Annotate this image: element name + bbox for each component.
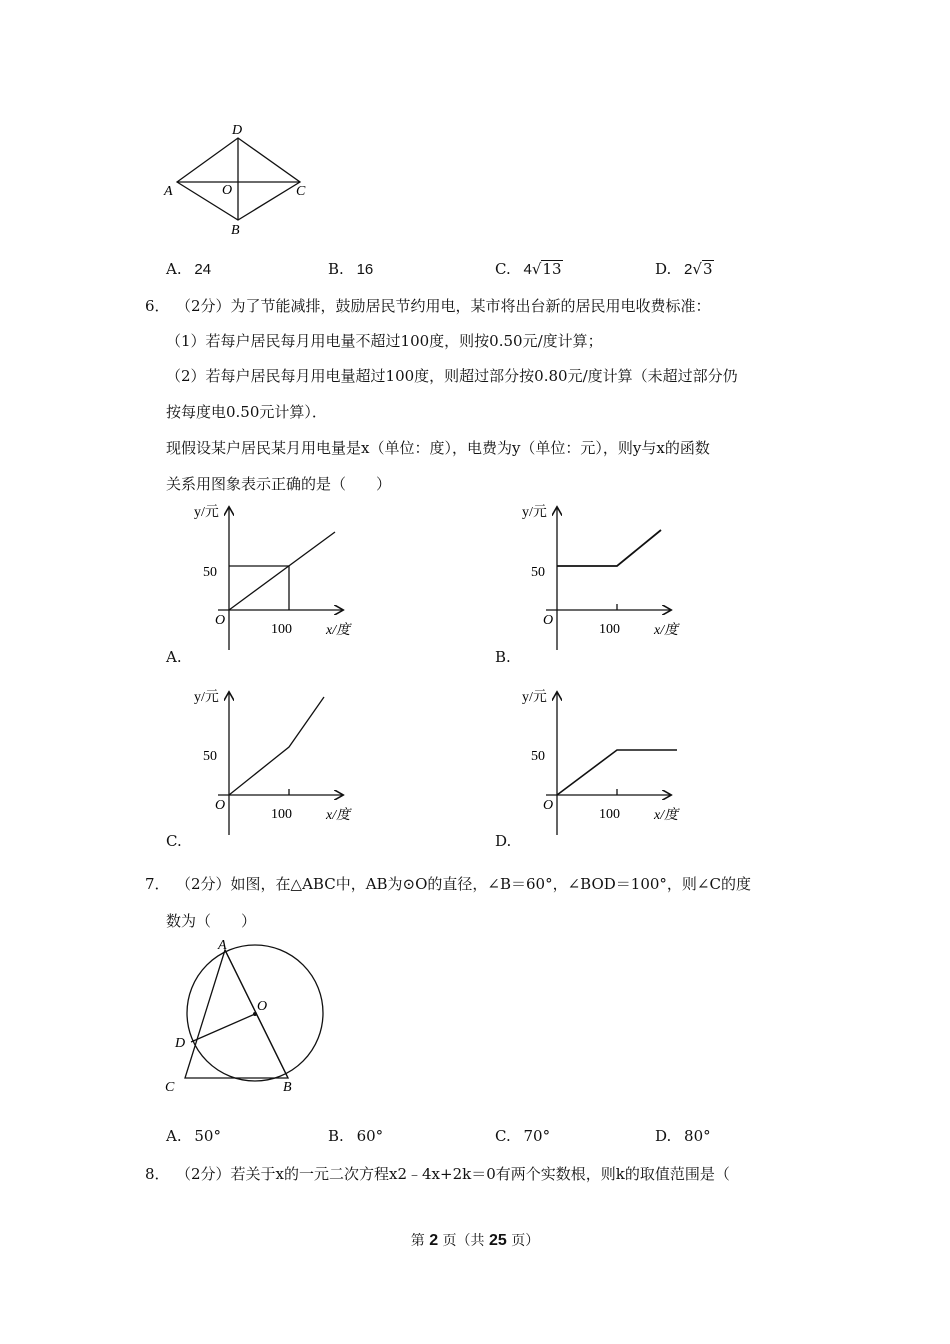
x-axis-label: x/度 bbox=[326, 808, 351, 823]
q5-option-a bbox=[166, 260, 211, 278]
q7-option-c-text: 70° bbox=[523, 1127, 551, 1145]
q6-line-1: （2分）为了节能减排，鼓励居民节约用电，某市将出台新的居民用电收费标准： bbox=[176, 297, 711, 315]
y-axis-label: y/元 bbox=[522, 505, 547, 520]
q8-line-1: （2分）若关于x的一元二次方程x2﹣4x+2k＝0有两个实数根，则k的取值范围是（ bbox=[176, 1165, 730, 1183]
q6-option-a: A. bbox=[166, 648, 182, 666]
figure-label-o: O bbox=[222, 183, 233, 198]
origin-label: O bbox=[215, 798, 226, 813]
q5-option-c-radicand: 13 bbox=[542, 260, 562, 278]
y-axis-label: y/元 bbox=[522, 690, 547, 705]
q7-option-a bbox=[166, 1127, 221, 1145]
footer-post: 页） bbox=[511, 1233, 540, 1249]
q5-option-d-radicand: 3 bbox=[702, 260, 713, 278]
q7-option-c bbox=[495, 1127, 550, 1145]
graph-line bbox=[557, 750, 677, 795]
q7-option-c-letter: C. bbox=[495, 1127, 511, 1145]
sqrt-symbol: √ bbox=[531, 260, 542, 278]
y-tick-label: 50 bbox=[203, 749, 217, 764]
figure-label-b: B bbox=[231, 223, 240, 238]
y-tick-label: 50 bbox=[203, 565, 217, 580]
y-tick-label: 50 bbox=[531, 565, 545, 580]
q6-line-3: （2）若每户居民每月用电量超过100度，则超过部分按0.80元/度计算（未超过部分仍 bbox=[166, 367, 738, 385]
figure-label-a: A bbox=[164, 184, 173, 199]
figure-label-a: A bbox=[218, 938, 227, 953]
q8-number: 8． bbox=[145, 1165, 170, 1183]
q6-number: 6． bbox=[145, 297, 170, 315]
q6-option-d: D. bbox=[495, 832, 512, 850]
q6-line-2: （1）若每户居民每月用电量不超过100度，则按0.50元/度计算； bbox=[166, 332, 603, 350]
q7-option-a-text: 50° bbox=[194, 1127, 221, 1145]
page-footer bbox=[0, 1230, 950, 1250]
q6-line-4: 按每度电0.50元计算）． bbox=[166, 403, 327, 421]
footer-mid: 页（共 bbox=[442, 1233, 485, 1249]
q7-option-d bbox=[655, 1127, 711, 1145]
q5-option-d-coef: 2 bbox=[684, 261, 693, 278]
figure-label-c: C bbox=[296, 184, 306, 199]
q5-option-b-letter: B. bbox=[328, 260, 344, 278]
q6-option-c: C. bbox=[166, 832, 182, 850]
x-axis-label: x/度 bbox=[326, 623, 351, 638]
q7-option-a-letter: A. bbox=[166, 1127, 182, 1145]
figure-label-b: B bbox=[283, 1080, 292, 1095]
figure-label-o: O bbox=[257, 999, 268, 1014]
footer-pre: 第 bbox=[410, 1233, 425, 1249]
graph-b bbox=[518, 500, 688, 650]
circle-triangle-figure bbox=[155, 935, 335, 1095]
q7-option-b-letter: B. bbox=[328, 1127, 344, 1145]
graph-line bbox=[557, 530, 661, 566]
triangle-abc bbox=[185, 950, 288, 1078]
x-tick-label: 100 bbox=[271, 622, 292, 637]
figure-label-d: D bbox=[175, 1036, 186, 1051]
q5-option-c-coef: 4 bbox=[523, 261, 532, 278]
q5-option-c bbox=[495, 260, 563, 278]
q5-option-d bbox=[655, 260, 714, 278]
x-tick-label: 100 bbox=[271, 807, 292, 822]
graph-a bbox=[190, 500, 360, 650]
y-tick-label: 50 bbox=[531, 749, 545, 764]
q7-number: 7． bbox=[145, 875, 170, 893]
graph-line bbox=[229, 532, 335, 610]
y-axis-label: y/元 bbox=[194, 690, 219, 705]
q7-option-d-letter: D. bbox=[655, 1127, 672, 1145]
graph-c bbox=[190, 685, 360, 835]
footer-total-pages: 25 bbox=[489, 1232, 507, 1249]
q7-option-d-text: 80° bbox=[684, 1127, 711, 1145]
q7-line-1: （2分）如图，在△ABC中，AB为⊙O的直径，∠B＝60°，∠BOD＝100°，则∠C的度 bbox=[176, 875, 751, 893]
origin-label: O bbox=[543, 613, 554, 628]
q6-line-6: 关系用图象表示正确的是（ ） bbox=[166, 475, 392, 493]
q5-option-a-letter: A. bbox=[166, 260, 182, 278]
q7-option-b bbox=[328, 1127, 383, 1145]
graph-line bbox=[229, 697, 324, 795]
q5-option-a-text: 24 bbox=[194, 261, 212, 278]
sqrt-symbol: √ bbox=[692, 260, 702, 278]
q5-option-b-text: 16 bbox=[356, 261, 374, 278]
q7-line-2: 数为（ ） bbox=[166, 912, 257, 930]
figure-label-c: C bbox=[165, 1080, 175, 1095]
x-tick-label: 100 bbox=[599, 807, 620, 822]
graph-d bbox=[518, 685, 688, 835]
q5-option-c-letter: C. bbox=[495, 260, 511, 278]
rhombus-figure bbox=[160, 118, 320, 240]
y-axis-label: y/元 bbox=[194, 505, 219, 520]
origin-label: O bbox=[215, 613, 226, 628]
footer-page-number: 2 bbox=[429, 1232, 439, 1249]
q6-option-b: B. bbox=[495, 648, 511, 666]
x-axis-label: x/度 bbox=[654, 808, 679, 823]
q5-option-d-letter: D. bbox=[655, 260, 672, 278]
q7-option-b-text: 60° bbox=[356, 1127, 384, 1145]
q5-option-b bbox=[328, 260, 373, 278]
x-tick-label: 100 bbox=[599, 622, 620, 637]
origin-label: O bbox=[543, 798, 554, 813]
q6-line-5: 现假设某户居民某月用电量是x（单位：度），电费为y（单位：元），则y与x的函数 bbox=[166, 439, 710, 457]
x-axis-label: x/度 bbox=[654, 623, 679, 638]
figure-label-d: D bbox=[232, 123, 243, 138]
